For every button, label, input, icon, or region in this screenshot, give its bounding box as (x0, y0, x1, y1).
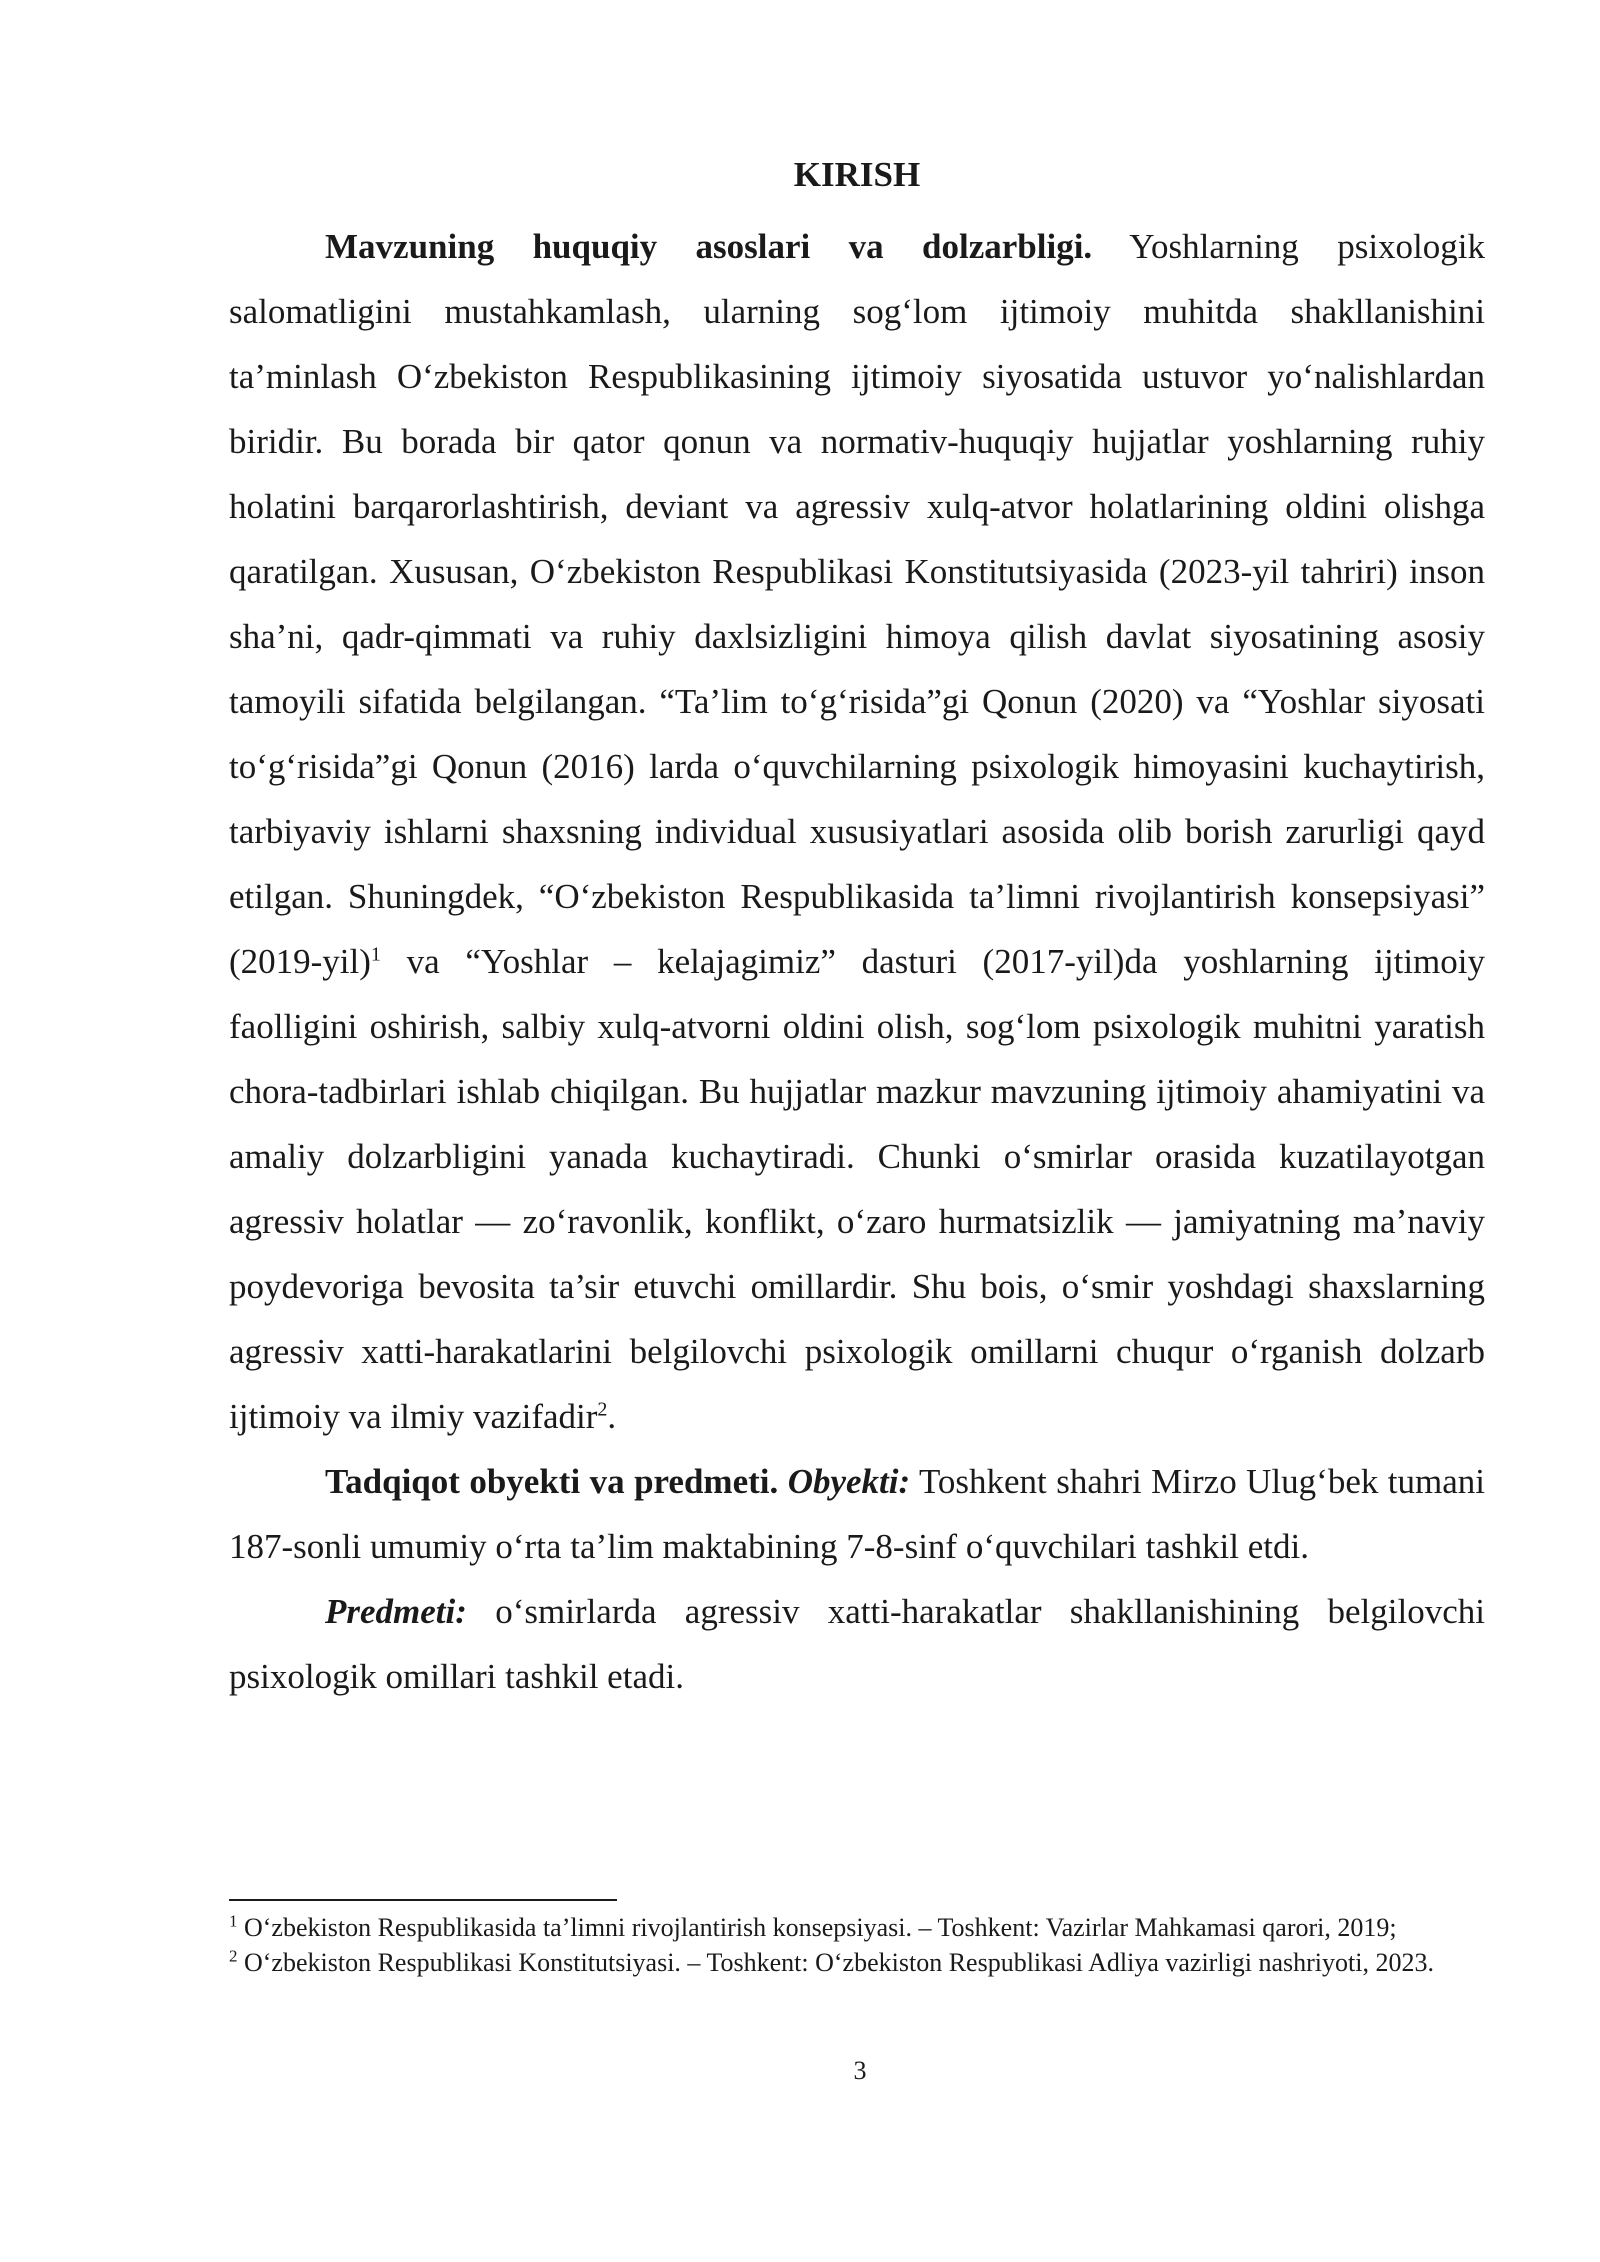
footnote-reference-2[interactable]: 2 (597, 1398, 608, 1421)
object-label: Obyekti: (787, 1462, 911, 1501)
footnote-mark: 1 (229, 1911, 238, 1931)
footnote-2 (229, 1945, 1485, 1980)
subject-label: Predmeti: (325, 1592, 467, 1631)
paragraph-text: . (607, 1397, 617, 1436)
paragraph-text: Toshkent shahri Mirzo Ulug‘bek tumani 187-sonli umumiy o‘rta ta’lim maktabining 7-8-sinf o‘quvchilari tashkil etdi. (229, 1462, 1485, 1566)
footnote-mark: 2 (229, 1946, 238, 1966)
paragraph-text: Yoshlarning psixologik salomatligini mustahkamlash, ularning sog‘lom ijtimoiy muhitda shakllanishini ta’minlash O‘zbekiston Respublikasining ijtimoiy siyosatida ustuvor yo‘nalishlardan biridir. Bu borada bir qator qonun va normativ-huquqiy hujjatlar yoshlarning ruhiy holatini barqarorlashtirish, deviant va agressiv xulq-atvor holatlarining oldini olishga qaratilgan. Xususan, O‘zbekiston Respublikasi Konstitutsiyasida (2023-yil tahriri) inson sha’ni, qadr-qimmati va ruhiy daxlsizligini himoya qilish davlat siyosatining asosiy tamoyili sifatida belgilangan. “Ta’lim to‘g‘risida”gi Qonun (2020) va “Yoshlar siyosati to‘g‘risida”gi Qonun (2016) larda o‘quvchilarning psixologik himoyasini kuchaytirish, tarbiyaviy ishlarni shaxsning individual xususiyatlari asosida olib borish zarurligi qayd etilgan. Shuningdek, “O‘zbekiston Respublikasida ta’limni rivojlantirish konsepsiyasi” (2019-yil) (229, 227, 1485, 981)
research-object-paragraph (229, 1449, 1485, 1579)
footnotes (229, 1910, 1485, 1980)
footnote-separator (229, 1899, 617, 1901)
legal-basis-paragraph (229, 214, 1485, 1449)
section-heading: KIRISH (793, 155, 921, 194)
footnote-1 (229, 1910, 1485, 1945)
page-number: 3 (853, 2056, 867, 2085)
paragraph-text: o‘smirlarda agressiv xatti-harakatlar shakllanishining belgilovchi psixologik omillari tashkil etadi. (229, 1592, 1485, 1696)
document-page (229, 150, 1485, 1709)
footnote-reference-1[interactable]: 1 (370, 943, 381, 966)
paragraph-lead-heading: Mavzuning huquqiy asoslari va dolzarbligi. (325, 227, 1093, 266)
footnote-text: O‘zbekiston Respublikasida ta’limni rivojlantirish konsepsiyasi. – Toshkent: Vazirlar Mahkamasi qarori, 2019; (237, 1913, 1397, 1942)
paragraph-lead-heading: Tadqiqot obyekti va predmeti. (325, 1462, 779, 1501)
research-subject-paragraph (229, 1579, 1485, 1709)
paragraph-text: va “Yoshlar – kelajagimiz” dasturi (2017-yil)da yoshlarning ijtimoiy faolligini oshirish, salbiy xulq-atvorni oldini olish, sog‘lom psixologik muhitni yaratish chora-tadbirlari ishlab chiqilgan. Bu hujjatlar mazkur mavzuning ijtimoiy ahamiyatini va amaliy dolzarbligini yanada kuchaytiradi. Chunki o‘smirlar orasida kuzatilayotgan agressiv holatlar — zo‘ravonlik, konflikt, o‘zaro hurmatsizlik — jamiyatning ma’naviy poydevoriga bevosita ta’sir etuvchi omillardir. Shu bois, o‘smir yoshdagi shaxslarning agressiv xatti-harakatlarini belgilovchi psixologik omillarni chuqur o‘rganish dolzarb ijtimoiy va ilmiy vazifadir (229, 942, 1485, 1436)
footnote-text: O‘zbekiston Respublikasi Konstitutsiyasi. – Toshkent: O‘zbekiston Respublikasi Adliya vazirligi nashriyoti, 2023. (237, 1948, 1434, 1977)
